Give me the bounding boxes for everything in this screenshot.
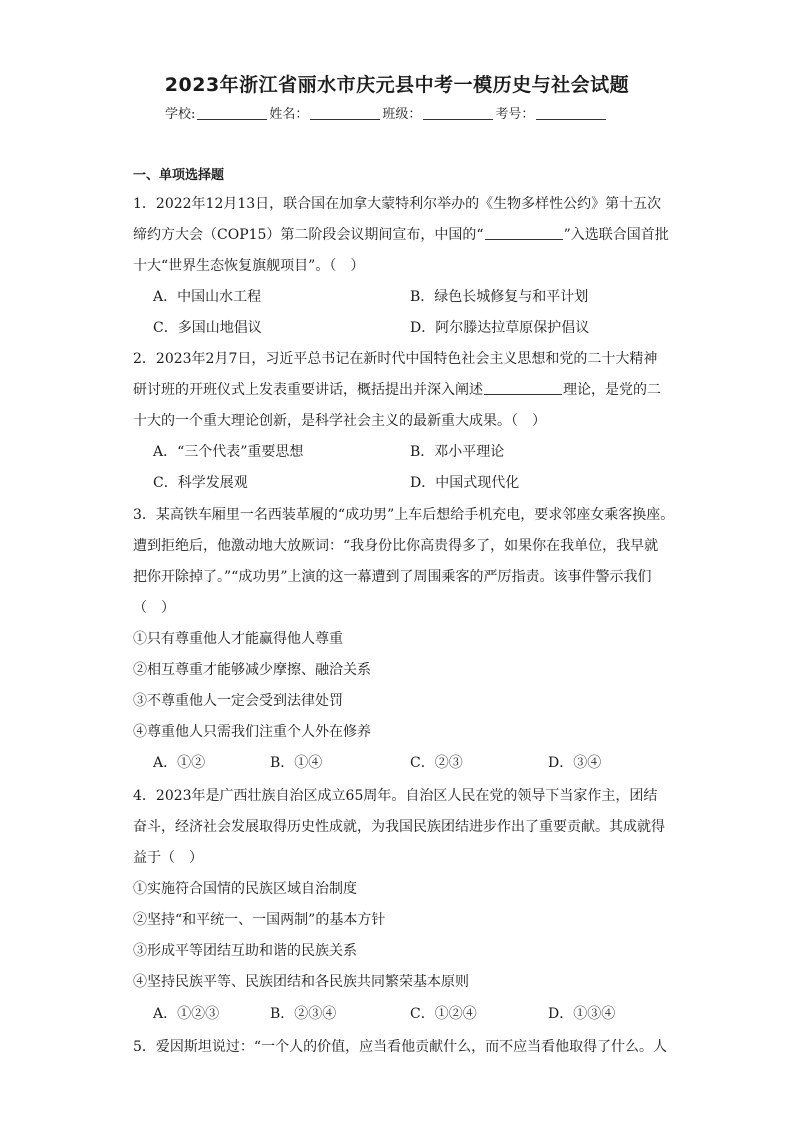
q4-statement-3: ③形成平等团结互助和谐的民族关系 xyxy=(133,943,357,959)
q1-line-3: 十大“世界生态恢复旗舰项目”。（ ） xyxy=(133,258,365,274)
q3-line-2: 遭到拒绝后，他激动地大放厥词：“我身份比你高贵得多了，如果你在我单位，我早就 xyxy=(133,538,659,554)
name-label: 姓名： xyxy=(269,107,309,122)
q3-option-d[interactable]: D．③④ xyxy=(548,755,602,771)
q2-line-2 xyxy=(133,379,661,399)
q1-line-2b: ”入选联合国首批 xyxy=(563,227,669,243)
q3-line-4: （ ） xyxy=(133,600,175,616)
q4-statement-4: ④坚持民族平等、民族团结和各民族共同繁荣基本原则 xyxy=(133,974,469,990)
q1-option-b[interactable]: B．绿色长城修复与和平计划 xyxy=(410,289,589,305)
q2-answer-blank xyxy=(484,381,562,395)
class-label: 班级： xyxy=(382,107,422,122)
name-blank[interactable] xyxy=(310,107,380,120)
q1-option-a[interactable]: A．中国山水工程 xyxy=(153,289,262,305)
q3-statement-2: ②相互尊重才能够减少摩擦、融洽关系 xyxy=(133,662,371,678)
q1-line-2a: 缔约方大会（COP15）第二阶段会议期间宣布，中国的“ xyxy=(133,227,484,243)
q1-option-d[interactable]: D．阿尔滕达拉草原保护倡议 xyxy=(410,320,590,336)
student-info-row xyxy=(165,103,608,122)
q4-line-3: 益于（ ） xyxy=(133,850,203,866)
q2-option-c[interactable]: C．科学发展观 xyxy=(153,475,248,491)
q3-statement-1: ①只有尊重他人才能赢得他人尊重 xyxy=(133,631,343,647)
q4-option-d[interactable]: D．①③④ xyxy=(548,1006,616,1022)
q3-statement-4: ④尊重他人只需我们注重个人外在修养 xyxy=(133,724,371,740)
q2-line-2a: 研讨班的开班仪式上发表重要讲话，概括提出并深入阐述 xyxy=(133,382,483,398)
q4-line-2: 奋斗，经济社会发展取得历史性成就，为我国民族团结进步作出了重要贡献。其成就得 xyxy=(133,819,665,835)
q2-option-d[interactable]: D．中国式现代化 xyxy=(410,475,520,491)
school-label: 学校: xyxy=(165,107,196,122)
q2-option-a[interactable]: A．“三个代表”重要思想 xyxy=(153,444,304,460)
q3-option-b[interactable]: B．①④ xyxy=(270,755,323,771)
q2-line-1: 2．2023年2月7日，习近平总书记在新时代中国特色社会主义思想和党的二十大精神 xyxy=(133,351,658,367)
q4-option-b[interactable]: B．②③④ xyxy=(270,1006,337,1022)
q2-line-2b: 理论，是党的二 xyxy=(563,382,661,398)
q1-option-c[interactable]: C．多国山地倡议 xyxy=(153,320,262,336)
class-blank[interactable] xyxy=(423,107,493,120)
exam-no-blank[interactable] xyxy=(536,107,606,120)
q4-statement-2: ②坚持“和平统一、一国两制”的基本方针 xyxy=(133,912,386,928)
q4-option-c[interactable]: C．①②④ xyxy=(410,1006,477,1022)
q3-line-1: 3．某高铁车厢里一名西装革履的“成功男”上车后想给手机充电，要求邻座女乘客换座。 xyxy=(133,507,675,523)
q3-option-c[interactable]: C．②③ xyxy=(410,755,463,771)
q4-statement-1: ①实施符合国情的民族区域自治制度 xyxy=(133,881,357,897)
q4-option-a[interactable]: A．①②③ xyxy=(153,1006,220,1022)
q1-line-1: 1．2022年12月13日，联合国在加拿大蒙特利尔举办的《生物多样性公约》第十五次 xyxy=(133,196,662,212)
q1-answer-blank xyxy=(485,226,563,240)
q4-line-1: 4．2023年是广西壮族自治区成立65周年。自治区人民在党的领导下当家作主，团结 xyxy=(133,788,658,804)
section-heading: 一、单项选择题 xyxy=(133,168,225,183)
exam-no-label: 考号： xyxy=(495,107,535,122)
school-blank[interactable] xyxy=(197,107,267,120)
page-title: 2023年浙江省丽水市庆元县中考一模历史与社会试题 xyxy=(164,74,630,96)
q2-option-b[interactable]: B．邓小平理论 xyxy=(410,444,505,460)
q3-line-3: 把你开除掉了。”“成功男”上演的这一幕遭到了周围乘客的严厉指责。该事件警示我们 xyxy=(133,569,652,585)
q3-statement-3: ③不尊重他人一定会受到法律处罚 xyxy=(133,693,343,709)
q5-line-1: 5．爱因斯坦说过：“一个人的价值，应当看他贡献什么，而不应当看他取得了什么。人 xyxy=(133,1039,668,1055)
q3-option-a[interactable]: A．①② xyxy=(153,755,206,771)
q2-line-3: 十大的一个重大理论创新，是科学社会主义的最新重大成果。（ ） xyxy=(133,413,546,429)
q1-line-2 xyxy=(133,224,669,244)
